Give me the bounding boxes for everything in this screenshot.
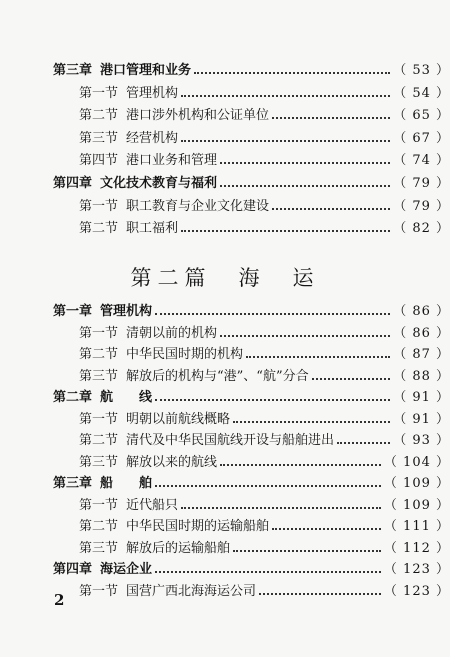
toc-entry-title: 航 线 [100,390,153,405]
toc-entry-title: 国营广西北海海运公司 [126,583,257,599]
dot-leader [312,378,391,380]
toc-entry-label: 第四节 [79,153,119,169]
toc-section-row [0,150,450,172]
toc-entry-title: 职工教育与企业文化建设 [126,198,270,214]
toc-page-ref: （ 93 ） [393,433,450,448]
dot-leader [181,95,390,97]
toc-entry-title: 中华民国时期的机构 [126,347,244,362]
toc-entry-title: 清朝以前的机构 [126,325,218,341]
toc-entry-label: 第一节 [79,325,119,341]
toc-page-ref: （ 109 ） [383,497,450,513]
toc-entry-title: 船 舶 [100,476,153,491]
dot-leader [155,313,390,315]
toc-section-row [0,430,450,452]
toc-entry-label: 第一章 [53,304,93,319]
toc-chapter-row [0,387,450,409]
toc-entry-title: 文化技术教育与福利 [100,176,218,191]
dot-leader [220,185,390,187]
toc-entry-label: 第四章 [53,562,93,577]
toc-page-ref: （ 79 ） [393,198,450,214]
toc-entry-label: 第二节 [79,519,119,534]
toc-chapter-row [0,60,450,82]
toc-entry-title: 解放后的运输船舶 [126,540,231,556]
dot-leader [155,571,381,573]
toc-page-ref: （ 123 ） [383,562,450,577]
toc-page-ref: （ 53 ） [393,63,450,78]
dot-leader [155,485,381,487]
toc-entry-label: 第三节 [79,130,119,146]
toc-entry-label: 第三节 [79,454,119,470]
toc-entry-label: 第二节 [79,108,119,124]
toc-page-ref: （ 54 ） [393,85,450,101]
toc-entry-title: 解放以来的航线 [126,454,218,470]
toc-section-row [0,538,450,560]
toc-entry-title: 清代及中华民国航线开设与船舶进出 [126,433,335,448]
toc-entry-label: 第三节 [79,540,119,556]
toc-chapter-row [0,559,450,581]
toc-entry-label: 第二节 [79,347,119,362]
toc-entry-label: 第一节 [79,497,119,513]
dot-leader [194,72,390,74]
toc-entry-label: 第四章 [53,176,93,191]
dot-leader [220,162,390,164]
dot-leader [155,399,390,401]
dot-leader [259,593,381,595]
toc-page-ref: （ 123 ） [383,583,450,599]
toc-entry-label: 第三章 [53,63,93,78]
toc-entry-title: 中华民国时期的运输船舶 [126,519,270,534]
toc-entry-title: 海运企业 [100,562,153,577]
toc-page-ref: （ 111 ） [383,519,450,534]
toc-section-row [0,323,450,345]
toc-section-row [0,409,450,431]
toc-entry-label: 第一节 [79,198,119,214]
dot-leader [181,507,381,509]
toc-page-ref: （ 112 ） [383,540,450,556]
dot-leader [272,528,381,530]
toc-entry-title: 近代船只 [126,497,179,513]
toc-entry-label: 第三章 [53,476,93,491]
dot-leader [272,117,390,119]
toc-section-row [0,495,450,517]
toc-section-row [0,105,450,127]
toc-entry-title: 职工福利 [126,221,179,237]
toc-entry-label: 第一节 [79,411,119,427]
dot-leader [220,464,381,466]
dot-leader [233,550,381,552]
dot-leader [233,421,390,423]
toc-page-ref: （ 104 ） [383,454,450,470]
toc-page-ref: （ 65 ） [393,108,450,124]
toc-section-row [0,196,450,218]
toc-section-row [0,218,450,240]
toc-page-ref: （ 79 ） [393,176,450,191]
part-title: 第二篇 海 运 [130,266,320,290]
toc-chapter-row [0,473,450,495]
dot-leader [337,442,390,444]
page-number: 2 [54,591,65,609]
toc-section-row [0,516,450,538]
toc-page-ref: （ 91 ） [393,390,450,405]
toc-chapter-row [0,301,450,323]
toc-entry-title: 港口涉外机构和公证单位 [126,108,270,124]
dot-leader [220,335,390,337]
toc-section-row [0,452,450,474]
toc-page-ref: （ 109 ） [383,476,450,491]
toc-entry-title: 港口管理和业务 [100,63,192,78]
toc-section-row [0,83,450,105]
toc-entry-label: 第一节 [79,583,119,599]
toc-entry-title: 管理机构 [100,304,153,319]
toc-section-row [0,128,450,150]
toc-entry-label: 第三节 [79,368,119,384]
toc-page-ref: （ 86 ） [393,325,450,341]
toc-section-row [0,581,450,603]
toc-entry-label: 第二节 [79,433,119,448]
dot-leader [272,208,390,210]
toc-entry-label: 第一节 [79,85,119,101]
toc-entry-title: 解放后的机构与“港”、“航”分合 [126,368,309,384]
toc-page-ref: （ 74 ） [393,153,450,169]
toc-entry-label: 第二节 [79,221,119,237]
toc-entry-title: 经营机构 [126,130,179,146]
toc-entry-label: 第二章 [53,390,93,405]
toc-page-ref: （ 91 ） [393,411,450,427]
toc-page-ref: （ 86 ） [393,304,450,319]
toc-page-ref: （ 87 ） [393,347,450,362]
toc-entry-title: 明朝以前航线概略 [126,411,231,427]
toc-entry-title: 管理机构 [126,85,179,101]
toc-section-row [0,344,450,366]
dot-leader [181,230,390,232]
toc-entry-title: 港口业务和管理 [126,153,218,169]
toc-chapter-row [0,173,450,195]
toc-page-ref: （ 82 ） [393,221,450,237]
toc-section-row [0,366,450,388]
toc-page-ref: （ 67 ） [393,130,450,146]
dot-leader [181,140,390,142]
toc-page-ref: （ 88 ） [393,368,450,384]
dot-leader [246,356,390,358]
